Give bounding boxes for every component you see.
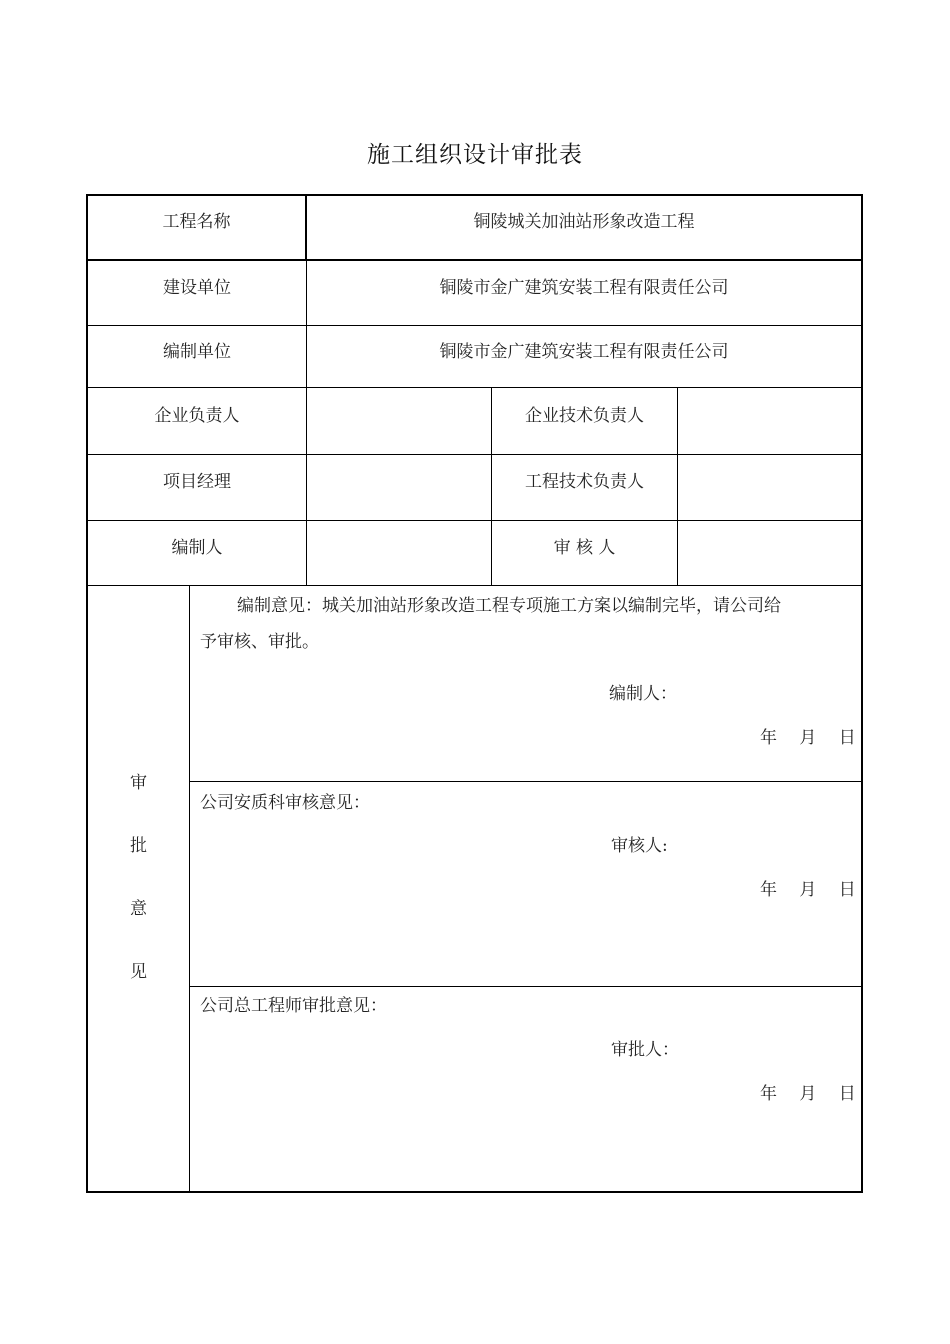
safety-review-signer: 审核人:	[611, 836, 668, 856]
section-divider	[189, 781, 863, 782]
project-tech-head-label: 工程技术负责人	[525, 471, 644, 492]
compiler-label: 编制人	[171, 537, 223, 558]
compile-opinion-line2: 予审核、审批。	[200, 632, 319, 652]
compile-date: 年 月 日	[760, 728, 856, 748]
column-divider	[189, 585, 190, 1193]
project-tech-head-value	[678, 455, 861, 503]
reviewer-label: 审 核 人	[553, 537, 616, 558]
enterprise-tech-head-label: 企业技术负责人	[525, 405, 644, 426]
chief-engineer-date: 年 月 日	[760, 1084, 856, 1104]
chief-engineer-signer: 审批人：	[611, 1040, 679, 1060]
enterprise-head-value	[307, 388, 491, 438]
builder-value: 铜陵市金广建筑安装工程有限责任公司	[439, 277, 729, 298]
compile-signer: 编制人：	[609, 684, 677, 704]
builder-label: 建设单位	[163, 277, 231, 298]
row-divider	[86, 585, 863, 586]
enterprise-head-label: 企业负责人	[154, 405, 240, 426]
enterprise-tech-head-value	[678, 388, 861, 438]
safety-review-heading: 公司安质科审核意见：	[200, 793, 370, 813]
project-name-value: 铜陵城关加油站形象改造工程	[473, 211, 695, 232]
approval-side-label-2: 批	[130, 836, 147, 856]
approval-side-label-3: 意	[130, 899, 147, 919]
section-divider	[189, 986, 863, 987]
compiler-value	[307, 521, 491, 569]
chief-engineer-heading: 公司总工程师审批意见：	[200, 996, 387, 1016]
approval-side-label-4: 见	[130, 962, 147, 982]
page-title: 施工组织设计审批表	[367, 142, 583, 168]
project-name-label: 工程名称	[162, 211, 231, 232]
project-manager-value	[307, 455, 491, 503]
approval-side-label-1: 审	[130, 773, 147, 793]
compiler-unit-label: 编制单位	[163, 341, 231, 362]
project-manager-label: 项目经理	[163, 471, 231, 492]
compile-opinion-line1: 编制意见：城关加油站形象改造工程专项施工方案以编制完毕，请公司给	[237, 596, 781, 616]
compiler-unit-value: 铜陵市金广建筑安装工程有限责任公司	[439, 341, 729, 362]
safety-review-date: 年 月 日	[760, 880, 856, 900]
reviewer-value	[678, 521, 861, 569]
